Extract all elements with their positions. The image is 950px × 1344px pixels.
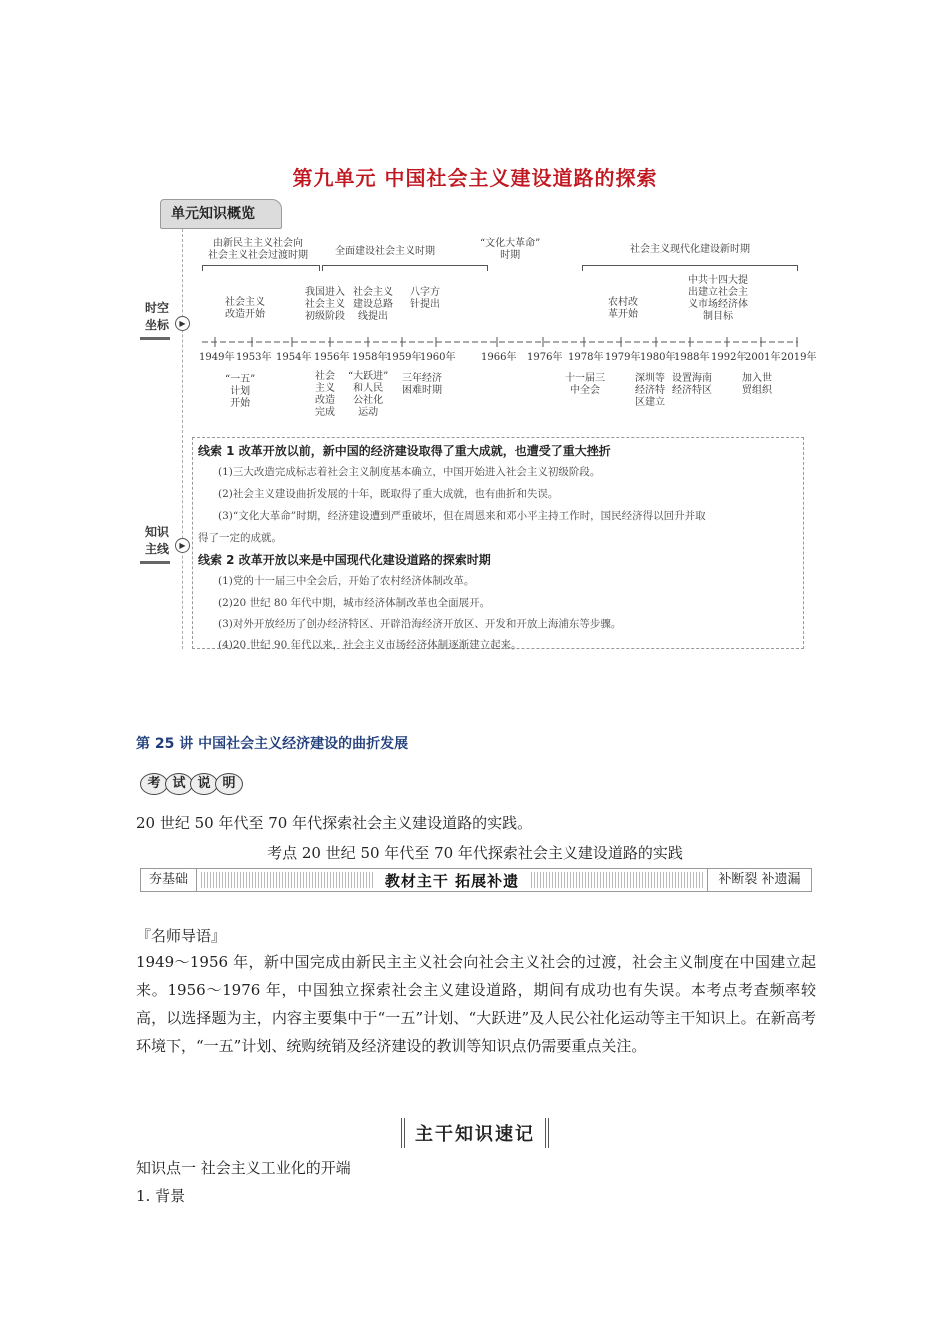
timeline-year: 2019年 [781, 352, 817, 363]
timeline-axis [190, 332, 810, 352]
mainline-side-bar [140, 561, 170, 564]
section-heading: 主干知识速记 [0, 1118, 950, 1148]
timeline-event: 加入世 贸组织 [742, 373, 772, 396]
banner-right-label: 补断裂 补遗漏 [707, 869, 811, 891]
clue-item: 得了一定的成就。 [198, 532, 282, 544]
timeline-side-label: 时空 坐标 [144, 301, 169, 332]
timeline-event: 社会主义 建设总路 线提出 [353, 287, 393, 322]
timeline-event: 社会 主义 改造 完成 [315, 371, 335, 418]
timeline-year: 1954年 [276, 352, 312, 363]
play-icon: ▶ [175, 316, 190, 331]
timeline-event: 十一届三 中全会 [565, 373, 605, 396]
period-label: “文化大革命” 时期 [480, 238, 541, 261]
guide-paragraph: 1949～1956 年，新中国完成由新民主主义社会向社会主义社会的过渡，社会主义制度在中国建立起来。1956～1976 年，中国独立探索社会主义建设道路，期间有成功也有失误。本考点考查频率较高，以选择题为主，内容主要集中于“一五”计划、“大跃进”及人民公社化运动等主干知识上。在新高考环境下，“一五”计划、统购统销及经济建设的教训等知识点仍需要重点关注。 [136, 953, 816, 1055]
timeline-event: 我国进入 社会主义 初级阶段 [305, 287, 345, 322]
timeline-event: 农村改 革开始 [608, 297, 638, 320]
clue-item: (2)社会主义建设曲折发展的十年，既取得了重大成就，也有曲折和失误。 [218, 488, 559, 500]
section-banner [140, 868, 812, 892]
banner-middle: 教材主干 拓展补遗 [201, 872, 703, 888]
timeline-event: 设置海南 经济特区 [672, 373, 712, 396]
badge-char: 明 [215, 773, 243, 795]
timeline-year: 1979年 [605, 352, 641, 363]
period-label: 社会主义现代化建设新时期 [630, 244, 750, 255]
period-label: 由新民主主义社会向 社会主义社会过渡时期 [208, 238, 308, 261]
timeline-year: 1978年 [568, 352, 604, 363]
badge-char: 说 [190, 773, 218, 795]
timeline-year: 1960年 [420, 352, 456, 363]
clue-heading: 线索 2 改革开放以来是中国现代化建设道路的探索时期 [198, 553, 491, 567]
timeline-side-bar [140, 337, 170, 340]
badge-char: 考 [140, 773, 168, 795]
play-icon: ▶ [175, 538, 190, 553]
timeline-year: 1953年 [236, 352, 272, 363]
clue-item: (4)20 世纪 90 年代以来，社会主义市场经济体制逐渐建立起来。 [218, 639, 522, 651]
timeline-year: 1959年 [386, 352, 422, 363]
period-bracket [322, 265, 488, 271]
timeline-year: 1949年 [199, 352, 235, 363]
subheading: 1. 背景 [136, 1187, 186, 1205]
timeline-year: 1956年 [314, 352, 350, 363]
timeline-event: 中共十四大提 出建立社会主 义市场经济体 制目标 [688, 275, 748, 322]
mainline-side-label: 知识 主线 [144, 525, 169, 556]
timeline-event: 社会主义 改造开始 [225, 297, 265, 320]
banner-left-label: 夯基础 [141, 869, 197, 891]
guide-title: 『名师导语』 [136, 927, 227, 945]
timeline-year: 1966年 [481, 352, 517, 363]
timeline-year: 1992年 [711, 352, 747, 363]
timeline-event: 八字方 针提出 [410, 287, 440, 310]
timeline-year: 1958年 [352, 352, 388, 363]
exam-description: 20 世纪 50 年代至 70 年代探索社会主义建设道路的实践。 [136, 814, 533, 832]
timeline-event: “大跃进” 和人民 公社化 运动 [348, 371, 389, 418]
knowledge-point-title: 知识点一 社会主义工业化的开端 [136, 1159, 351, 1177]
clue-item: (3)“文化大革命”时期，经济建设遭到严重破坏，但在周恩来和邓小平主持工作时，国民经济得以回升并取 [218, 510, 706, 522]
timeline-event: 深圳等 经济特 区建立 [635, 373, 665, 408]
badge-char: 试 [165, 773, 193, 795]
period-bracket [582, 265, 798, 271]
overview-label: 单元知识概览 [160, 199, 282, 229]
timeline-year: 1980年 [640, 352, 676, 363]
timeline-year: 1988年 [674, 352, 710, 363]
timeline-event: “一五” 计划 开始 [225, 374, 256, 409]
overview-divider [182, 229, 183, 649]
timeline-year: 2001年 [745, 352, 781, 363]
timeline-event: 三年经济 困难时期 [402, 373, 442, 396]
period-bracket [202, 265, 320, 271]
unit-title: 第九单元 中国社会主义建设道路的探索 [292, 166, 658, 190]
clue-item: (1)三大改造完成标志着社会主义制度基本确立，中国开始进入社会主义初级阶段。 [218, 466, 601, 478]
clue-item: (3)对外开放经历了创办经济特区、开辟沿海经济开放区、开发和开放上海浦东等步骤。 [218, 618, 622, 630]
timeline-year: 1976年 [527, 352, 563, 363]
clue-item: (2)20 世纪 80 年代中期，城市经济体制改革也全面展开。 [218, 597, 491, 609]
clue-item: (1)党的十一届三中全会后，开始了农村经济体制改革。 [218, 575, 475, 587]
exam-description-badge [140, 773, 240, 795]
lecture-title: 第 25 讲 中国社会主义经济建设的曲折发展 [136, 736, 409, 752]
period-label: 全面建设社会主义时期 [335, 246, 435, 257]
exam-point: 考点 20 世纪 50 年代至 70 年代探索社会主义建设道路的实践 [267, 844, 683, 862]
clue-heading: 线索 1 改革开放以前，新中国的经济建设取得了重大成就，也遭受了重大挫折 [198, 444, 611, 458]
